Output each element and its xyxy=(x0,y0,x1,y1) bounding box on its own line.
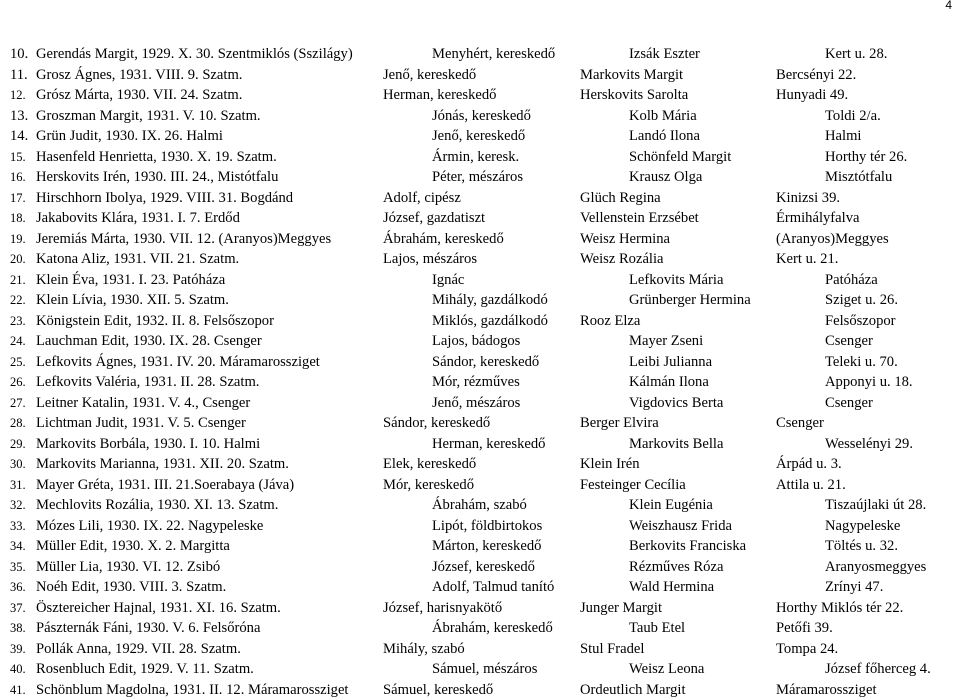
mother-entry: Kálmán Ilona xyxy=(629,372,709,393)
mother-entry: Glüch Regina xyxy=(580,188,661,209)
list-item xyxy=(0,659,960,680)
father-entry: Ármin, keresk. xyxy=(432,147,519,168)
father-entry: József, kereskedő xyxy=(432,557,535,578)
student-entry: Schönblum Magdolna, 1931. II. 12. Máramarossziget xyxy=(36,680,349,700)
list-item xyxy=(0,557,960,578)
row-number: 22. xyxy=(10,290,26,311)
list-item xyxy=(0,126,960,147)
row-number: 29. xyxy=(10,434,26,455)
mother-entry: Weisz Leona xyxy=(629,659,704,680)
student-entry: Lefkovits Ágnes, 1931. IV. 20. Máramarossziget xyxy=(36,352,320,373)
row-number: 33. xyxy=(10,516,26,537)
list-item xyxy=(0,577,960,598)
list-item xyxy=(0,331,960,352)
list-item xyxy=(0,208,960,229)
father-entry: Lipót, földbirtokos xyxy=(432,516,542,537)
student-list xyxy=(0,44,960,700)
list-item xyxy=(0,372,960,393)
father-entry: Mihály, gazdálkodó xyxy=(432,290,548,311)
list-item xyxy=(0,536,960,557)
mother-entry: Landó Ilona xyxy=(629,126,700,147)
address-entry: Zrínyi 47. xyxy=(825,577,883,598)
list-item xyxy=(0,311,960,332)
row-number: 30. xyxy=(10,454,26,475)
list-item xyxy=(0,106,960,127)
list-item xyxy=(0,475,960,496)
row-number: 31. xyxy=(10,475,26,496)
father-entry: Jenő, kereskedő xyxy=(383,65,476,86)
student-entry: Groszman Margit, 1931. V. 10. Szatm. xyxy=(36,106,261,127)
mother-entry: Vellenstein Erzsébet xyxy=(580,208,699,229)
row-number: 21. xyxy=(10,270,26,291)
address-entry: Kinizsi 39. xyxy=(776,188,840,209)
list-item xyxy=(0,188,960,209)
mother-entry: Rooz Elza xyxy=(580,311,640,332)
mother-entry: Berkovits Franciska xyxy=(629,536,746,557)
address-entry: Toldi 2/a. xyxy=(825,106,881,127)
father-entry: Sándor, kereskedő xyxy=(383,413,490,434)
student-entry: Hasenfeld Henrietta, 1930. X. 19. Szatm. xyxy=(36,147,277,168)
father-entry: Herman, kereskedő xyxy=(383,85,496,106)
student-entry: Markovits Marianna, 1931. XII. 20. Szatm. xyxy=(36,454,289,475)
mother-entry: Stul Fradel xyxy=(580,639,644,660)
address-entry: (Aranyos)Meggyes xyxy=(776,229,889,250)
father-entry: Adolf, cipész xyxy=(383,188,461,209)
student-entry: Mechlovits Rozália, 1930. XI. 13. Szatm. xyxy=(36,495,278,516)
student-entry: Pászternák Fáni, 1930. V. 6. Felsőróna xyxy=(36,618,260,639)
row-number: 19. xyxy=(10,229,26,250)
mother-entry: Taub Etel xyxy=(629,618,685,639)
mother-entry: Vigdovics Berta xyxy=(629,393,723,414)
address-entry: Wesselényi 29. xyxy=(825,434,913,455)
list-item xyxy=(0,393,960,414)
student-entry: Müller Edit, 1930. X. 2. Margitta xyxy=(36,536,230,557)
student-entry: Markovits Borbála, 1930. I. 10. Halmi xyxy=(36,434,260,455)
father-entry: Miklós, gazdálkodó xyxy=(432,311,548,332)
student-entry: Grün Judit, 1930. IX. 26. Halmi xyxy=(36,126,223,147)
list-item xyxy=(0,516,960,537)
mother-entry: Ordeutlich Margit xyxy=(580,680,686,700)
address-entry: Csenger xyxy=(776,413,824,434)
mother-entry: Leibi Julianna xyxy=(629,352,712,373)
list-item xyxy=(0,413,960,434)
row-number: 28. xyxy=(10,413,26,434)
row-number: 13. xyxy=(10,106,28,127)
address-entry: Misztótfalu xyxy=(825,167,892,188)
row-number: 37. xyxy=(10,598,26,619)
father-entry: Elek, kereskedő xyxy=(383,454,476,475)
student-entry: Ösztereicher Hajnal, 1931. XI. 16. Szatm. xyxy=(36,598,281,619)
address-entry: Petőfi 39. xyxy=(776,618,833,639)
list-item xyxy=(0,270,960,291)
mother-entry: Krausz Olga xyxy=(629,167,702,188)
address-entry: Máramarossziget xyxy=(776,680,877,700)
list-item xyxy=(0,65,960,86)
address-entry: Halmi xyxy=(825,126,861,147)
list-item xyxy=(0,229,960,250)
row-number: 26. xyxy=(10,372,26,393)
student-entry: Grosz Ágnes, 1931. VIII. 9. Szatm. xyxy=(36,65,242,86)
mother-entry: Lefkovits Mária xyxy=(629,270,723,291)
address-entry: Árpád u. 3. xyxy=(776,454,842,475)
list-item xyxy=(0,434,960,455)
list-item xyxy=(0,680,960,700)
father-entry: Ábrahám, kereskedő xyxy=(432,618,553,639)
list-item xyxy=(0,618,960,639)
father-entry: Lajos, bádogos xyxy=(432,331,520,352)
father-entry: Jenő, kereskedő xyxy=(432,126,525,147)
row-number: 23. xyxy=(10,311,26,332)
list-item xyxy=(0,290,960,311)
student-entry: Grósz Márta, 1930. VII. 24. Szatm. xyxy=(36,85,242,106)
address-entry: Horthy Miklós tér 22. xyxy=(776,598,903,619)
address-entry: Kert u. 21. xyxy=(776,249,838,270)
row-number: 36. xyxy=(10,577,26,598)
address-entry: Sziget u. 26. xyxy=(825,290,898,311)
father-entry: Ignác xyxy=(432,270,464,291)
student-entry: Jeremiás Márta, 1930. VII. 12. (Aranyos)Meggyes xyxy=(36,229,331,250)
father-entry: Péter, mészáros xyxy=(432,167,523,188)
address-entry: Attila u. 21. xyxy=(776,475,846,496)
student-entry: Katona Aliz, 1931. VII. 21. Szatm. xyxy=(36,249,239,270)
row-number: 34. xyxy=(10,536,26,557)
mother-entry: Kolb Mária xyxy=(629,106,697,127)
father-entry: Mór, rézműves xyxy=(432,372,520,393)
father-entry: Sándor, kereskedő xyxy=(432,352,539,373)
father-entry: Adolf, Talmud tanító xyxy=(432,577,554,598)
page-number: 4 xyxy=(945,0,952,12)
row-number: 35. xyxy=(10,557,26,578)
father-entry: Herman, kereskedő xyxy=(432,434,545,455)
mother-entry: Wald Hermina xyxy=(629,577,714,598)
student-entry: Lauchman Edit, 1930. IX. 28. Csenger xyxy=(36,331,262,352)
address-entry: Hunyadi 49. xyxy=(776,85,848,106)
row-number: 24. xyxy=(10,331,26,352)
father-entry: Márton, kereskedő xyxy=(432,536,541,557)
address-entry: Csenger xyxy=(825,331,873,352)
student-entry: Mózes Lili, 1930. IX. 22. Nagypeleske xyxy=(36,516,263,537)
mother-entry: Mayer Zseni xyxy=(629,331,703,352)
mother-entry: Berger Elvira xyxy=(580,413,659,434)
mother-entry: Schönfeld Margit xyxy=(629,147,731,168)
address-entry: József főherceg 4. xyxy=(825,659,931,680)
mother-entry: Weisz Hermina xyxy=(580,229,670,250)
student-entry: Müller Lia, 1930. VI. 12. Zsibó xyxy=(36,557,220,578)
father-entry: József, harisnyakötő xyxy=(383,598,502,619)
address-entry: Tompa 24. xyxy=(776,639,838,660)
list-item xyxy=(0,167,960,188)
father-entry: Sámuel, kereskedő xyxy=(383,680,493,700)
mother-entry: Festeinger Cecília xyxy=(580,475,686,496)
father-entry: Jónás, kereskedő xyxy=(432,106,531,127)
mother-entry: Izsák Eszter xyxy=(629,44,700,65)
student-entry: Herskovits Irén, 1930. III. 24., Mistótfalu xyxy=(36,167,278,188)
mother-entry: Grünberger Hermina xyxy=(629,290,751,311)
row-number: 15. xyxy=(10,147,26,168)
list-item xyxy=(0,639,960,660)
address-entry: Horthy tér 26. xyxy=(825,147,907,168)
list-item xyxy=(0,454,960,475)
father-entry: Ábrahám, szabó xyxy=(432,495,527,516)
list-item xyxy=(0,495,960,516)
row-number: 18. xyxy=(10,208,26,229)
row-number: 40. xyxy=(10,659,26,680)
father-entry: József, gazdatiszt xyxy=(383,208,485,229)
student-entry: Klein Éva, 1931. I. 23. Patóháza xyxy=(36,270,225,291)
address-entry: Tiszaújlaki út 28. xyxy=(825,495,926,516)
list-item xyxy=(0,44,960,65)
list-item xyxy=(0,147,960,168)
row-number: 27. xyxy=(10,393,26,414)
student-entry: Leitner Katalin, 1931. V. 4., Csenger xyxy=(36,393,250,414)
address-entry: Patóháza xyxy=(825,270,878,291)
mother-entry: Markovits Margit xyxy=(580,65,683,86)
row-number: 11. xyxy=(10,65,28,86)
row-number: 25. xyxy=(10,352,26,373)
address-entry: Nagypeleske xyxy=(825,516,900,537)
mother-entry: Weisz Rozália xyxy=(580,249,664,270)
row-number: 14. xyxy=(10,126,28,147)
row-number: 20. xyxy=(10,249,26,270)
father-entry: Menyhért, kereskedő xyxy=(432,44,555,65)
address-entry: Apponyi u. 18. xyxy=(825,372,913,393)
mother-entry: Markovits Bella xyxy=(629,434,723,455)
row-number: 12. xyxy=(10,85,26,106)
mother-entry: Klein Irén xyxy=(580,454,640,475)
row-number: 32. xyxy=(10,495,26,516)
row-number: 41. xyxy=(10,680,26,700)
student-entry: Gerendás Margit, 1929. X. 30. Szentmiklós (Sszilágy) xyxy=(36,44,353,65)
father-entry: Mór, kereskedő xyxy=(383,475,474,496)
address-entry: Teleki u. 70. xyxy=(825,352,898,373)
mother-entry: Rézműves Róza xyxy=(629,557,723,578)
row-number: 38. xyxy=(10,618,26,639)
mother-entry: Herskovits Sarolta xyxy=(580,85,688,106)
student-entry: Lefkovits Valéria, 1931. II. 28. Szatm. xyxy=(36,372,259,393)
father-entry: Ábrahám, kereskedő xyxy=(383,229,504,250)
mother-entry: Weiszhausz Frida xyxy=(629,516,732,537)
student-entry: Mayer Gréta, 1931. III. 21.Soerabaya (Jáva) xyxy=(36,475,294,496)
list-item xyxy=(0,598,960,619)
list-item xyxy=(0,352,960,373)
student-entry: Pollák Anna, 1929. VII. 28. Szatm. xyxy=(36,639,241,660)
father-entry: Sámuel, mészáros xyxy=(432,659,537,680)
student-entry: Rosenbluch Edit, 1929. V. 11. Szatm. xyxy=(36,659,254,680)
list-item xyxy=(0,85,960,106)
row-number: 10. xyxy=(10,44,28,65)
student-entry: Königstein Edit, 1932. II. 8. Felsőszopor xyxy=(36,311,274,332)
father-entry: Lajos, mészáros xyxy=(383,249,477,270)
father-entry: Mihály, szabó xyxy=(383,639,465,660)
address-entry: Érmihályfalva xyxy=(776,208,859,229)
row-number: 17. xyxy=(10,188,26,209)
address-entry: Töltés u. 32. xyxy=(825,536,898,557)
address-entry: Aranyosmeggyes xyxy=(825,557,926,578)
row-number: 16. xyxy=(10,167,26,188)
address-entry: Felsőszopor xyxy=(825,311,896,332)
list-item xyxy=(0,249,960,270)
student-entry: Noéh Edit, 1930. VIII. 3. Szatm. xyxy=(36,577,226,598)
row-number: 39. xyxy=(10,639,26,660)
mother-entry: Junger Margit xyxy=(580,598,662,619)
address-entry: Csenger xyxy=(825,393,873,414)
student-entry: Hirschhorn Ibolya, 1929. VIII. 31. Bogdánd xyxy=(36,188,293,209)
address-entry: Kert u. 28. xyxy=(825,44,887,65)
address-entry: Bercsényi 22. xyxy=(776,65,856,86)
student-entry: Lichtman Judit, 1931. V. 5. Csenger xyxy=(36,413,246,434)
mother-entry: Klein Eugénia xyxy=(629,495,713,516)
student-entry: Jakabovits Klára, 1931. I. 7. Erdőd xyxy=(36,208,240,229)
father-entry: Jenő, mészáros xyxy=(432,393,520,414)
student-entry: Klein Lívia, 1930. XII. 5. Szatm. xyxy=(36,290,229,311)
